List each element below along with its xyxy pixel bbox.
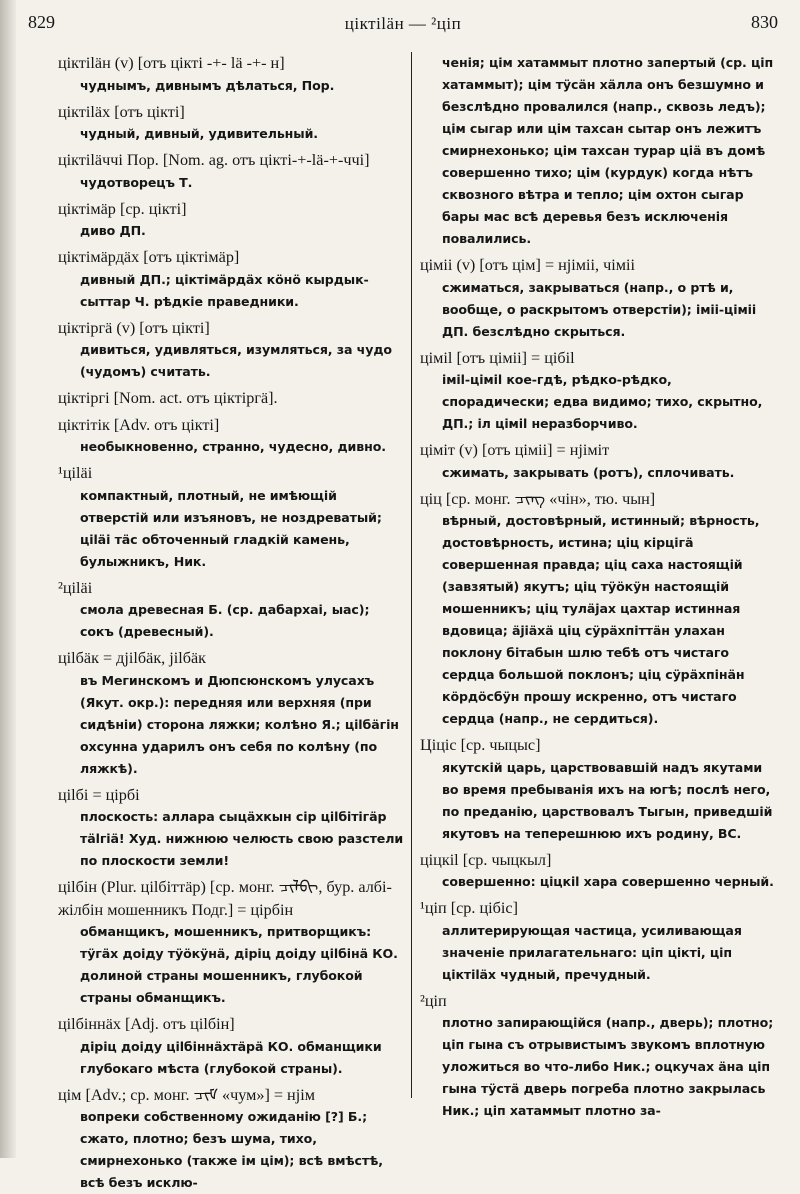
- dictionary-entry: [58, 462, 404, 573]
- dictionary-entry: [420, 990, 776, 1123]
- dictionary-entry: [58, 414, 404, 459]
- dictionary-entry: [58, 52, 404, 97]
- page-edge-shadow: [0, 0, 16, 1158]
- entry-definition: въ Мегинскомъ и Дюпсюнскомъ улусахъ (Якут. окр.): передняя или верхняя (при сидѣніи) сторона ляжки; колѣно Я.; цilбäгiн охсунна ударилъ онъ себя по колѣну (по ляжкѣ).: [58, 670, 404, 780]
- dictionary-entry: [58, 577, 404, 644]
- entry-headword: цilбi = цiрбi: [58, 784, 404, 807]
- entry-definition: сжимать, закрывать (ротъ), сплочивать.: [420, 462, 776, 484]
- entry-headword: цiц [ср. монг. ᠴᠢᠩ «чiн», тю. чын]: [420, 488, 776, 511]
- dictionary-entry: [58, 101, 404, 146]
- entry-headword: цiктiläччi Пор. [Nom. ag. отъ цiкті-+-lä-+-ччi]: [58, 149, 404, 172]
- dictionary-entry: [58, 149, 404, 194]
- entry-definition: вѣрный, достовѣрный, истинный; вѣрность, достовѣрность, истина; цiц кiрцiгä совершенная правда; цiц саха настоящій (завзятый) якутъ; цiц тÿöкÿн настоящій мошенникъ; цiц тулäjах цахтар истинная вдовица; äjiäxä цiц сÿрäхпiттäн улахан поклону бiтабын шлю тебѣ отъ чистаго сердца большой поклонъ; цiц сÿрäхпiнäн кöрдöсбÿн прошу искренно, отъ чистаго сердца (напр., не сердиться).: [420, 510, 776, 730]
- entry-headword: ¹цiп [ср. цiбiс]: [420, 897, 776, 920]
- entry-headword: цiктiргi [Nom. act. отъ цiктiргä].: [58, 387, 404, 410]
- entry-definition: дивиться, удивляться, изумляться, за чудо (чудомъ) считать.: [58, 339, 404, 383]
- dictionary-entry: [58, 317, 404, 384]
- running-head: цiктiläн — ²цiп: [28, 14, 778, 34]
- entry-definition: компактный, плотный, не имѣющій отверстій или изъяновъ, не ноздреватый; цiläi тäс обточенный гладкій камень, булыжникъ, Ник.: [58, 485, 404, 573]
- entry-headword: цilбiннäх [Adj. отъ цilбiн]: [58, 1013, 404, 1036]
- entry-headword: цiцкil [ср. чыцкыл]: [420, 849, 776, 872]
- dictionary-entry: [58, 1084, 404, 1194]
- entry-definition: совершенно: цiцкil хара совершенно черный.: [420, 871, 776, 893]
- dictionary-entry: [58, 198, 404, 243]
- entry-headword: цiм [Adv.; ср. монг. ᠴᠢᠮ «чум»] = нjiм: [58, 1084, 404, 1107]
- entry-definition: сжиматься, закрываться (напр., о ртѣ и, вообще, о раскрытомъ отверстіи); iмiі-цiмiі ДП. безслѣдно скрыться.: [420, 277, 776, 343]
- entry-headword: цiмii (v) [отъ цiм] = нjiмiі, чiмiі: [420, 254, 776, 277]
- entry-headword: цiктiмäрдäх [отъ цiктiмäр]: [58, 246, 404, 269]
- dictionary-entry: [420, 347, 776, 436]
- dictionary-entry: [58, 246, 404, 313]
- entry-headword: цiктiтiк [Adv. отъ цiкті]: [58, 414, 404, 437]
- entry-definition: аллитерирующая частица, усиливающая значеніе прилагательнаго: цiп цiкті, цiп цiктiläх чудный, пречудный.: [420, 920, 776, 986]
- entry-definition: смола древесная Б. (ср. дабархаі, ыас); сокъ (древесный).: [58, 599, 404, 643]
- entry-definition: вопреки собственному ожиданію [?] Б.; сжато, плотно; безъ шума, тихо, смирнехонько (также iм цiм); всѣ вмѣстѣ, всѣ безъ исклю-: [58, 1106, 404, 1194]
- entry-headword: цiктiмäр [ср. цiкті]: [58, 198, 404, 221]
- entry-headword: цiмiт (v) [отъ цiмiі] = нjiмiт: [420, 439, 776, 462]
- right-column: [420, 52, 776, 1118]
- entry-definition: плоскость: аллара сыцäхкын сiр цilбiтiгäр тälгiä! Худ. нижнюю челюсть свою разстели по плоскости земли!: [58, 806, 404, 872]
- column-divider: [411, 52, 412, 1098]
- entry-definition: дiрiц доiду цilбiннäхтäрä КО. обманщики глубокаго мѣста (глубокой страны).: [58, 1036, 404, 1080]
- entry-definition: чудный, дивный, удивительный.: [58, 123, 404, 145]
- dictionary-entry: [58, 647, 404, 780]
- dictionary-entry: [420, 897, 776, 986]
- dictionary-entry-continued: [420, 52, 776, 250]
- entry-definition: ченія; цiм хатаммыт плотно запертый (ср. цiп хатаммыт); цiм тÿсäн хäлла онъ безшумно и безслѣдно провалился (напр., сквозь ледъ); цiм сыгар или цiм тахсан сытар онъ лежитъ смирнехонько; цiм тахсан турар цiä въ домѣ совершенно тихо; цiм (курдук) когда нѣтъ сквозного вѣтра и тепло; цiм охтон сыгар бары мас всѣ деревья безъ исключенія повалились.: [420, 52, 776, 250]
- dictionary-entry: [420, 439, 776, 484]
- entry-headword: ²цiп: [420, 990, 776, 1013]
- entry-headword: Цiцiс [ср. чыцыс]: [420, 734, 776, 757]
- entry-headword: цiктiläн (v) [отъ цiкті -+- lä -+- н]: [58, 52, 404, 75]
- entry-definition: дивный ДП.; цiктiмäрдäх кöнö кырдык-сыттар Ч. рѣдкіе праведники.: [58, 269, 404, 313]
- entry-definition: диво ДП.: [58, 220, 404, 242]
- entry-definition: iмil-цiмil кое-гдѣ, рѣдко-рѣдко, спорадически; едва видимо; тихо, скрытно, ДП.; iл цiмil неразборчиво.: [420, 369, 776, 435]
- entry-definition: плотно запирающійся (напр., дверь); плотно; цiп гына съ отрывистымъ звукомъ вплотную уложиться во что-либо Ник.; оцкучах äна цiп гына тÿстä дверь погреба плотно закрылась Ник.; цiп хатаммыт плотно за-: [420, 1012, 776, 1122]
- entry-headword: цiмil [отъ цiмiі] = цiбil: [420, 347, 776, 370]
- dictionary-entry: [420, 488, 776, 731]
- dictionary-entry: [58, 1013, 404, 1080]
- entry-headword: цilбiн (Plur. цilбiттäр) [ср. монг. ᠴᠢᠯᠪᠢ, бур. албі-жілбін мошенникъ Подг.] = цiрбiн: [58, 876, 404, 921]
- entry-headword: ¹цiläi: [58, 462, 404, 485]
- dictionary-entry: [420, 849, 776, 894]
- entry-definition: обманщикъ, мошенникъ, притворщикъ: тÿгäх доiду тÿöкÿнä, дiрiц доiду цilбiнä КО. долиной страны мошенникъ, глубокой страны обманщикъ.: [58, 921, 404, 1009]
- entry-headword: ²цiläi: [58, 577, 404, 600]
- page-header: [28, 6, 778, 36]
- entry-definition: чуднымъ, дивнымъ дѣлаться, Пор.: [58, 75, 404, 97]
- page-number-left: 829: [28, 12, 55, 33]
- dictionary-entry: [58, 876, 404, 1009]
- left-column: [58, 52, 404, 1118]
- page-number-right: 830: [751, 12, 778, 33]
- entry-definition: якутскій царь, царствовавшій надъ якутами во время пребыванія ихъ на югѣ; послѣ него, по преданію, царствовалъ Тыгын, приведшій якутовъ на теперешнюю ихъ родину, ВС.: [420, 757, 776, 845]
- entry-definition: необыкновенно, странно, чудесно, дивно.: [58, 436, 404, 458]
- dictionary-entry: [420, 254, 776, 343]
- dictionary-entry: [58, 387, 404, 410]
- entry-definition: чудотворецъ Т.: [58, 172, 404, 194]
- entry-headword: цiктiргä (v) [отъ цiкті]: [58, 317, 404, 340]
- entry-headword: цilбäк = дjilбäк, jilбäк: [58, 647, 404, 670]
- dictionary-entry: [420, 734, 776, 845]
- dictionary-entry: [58, 784, 404, 873]
- entry-headword: цiктiläх [отъ цiкті]: [58, 101, 404, 124]
